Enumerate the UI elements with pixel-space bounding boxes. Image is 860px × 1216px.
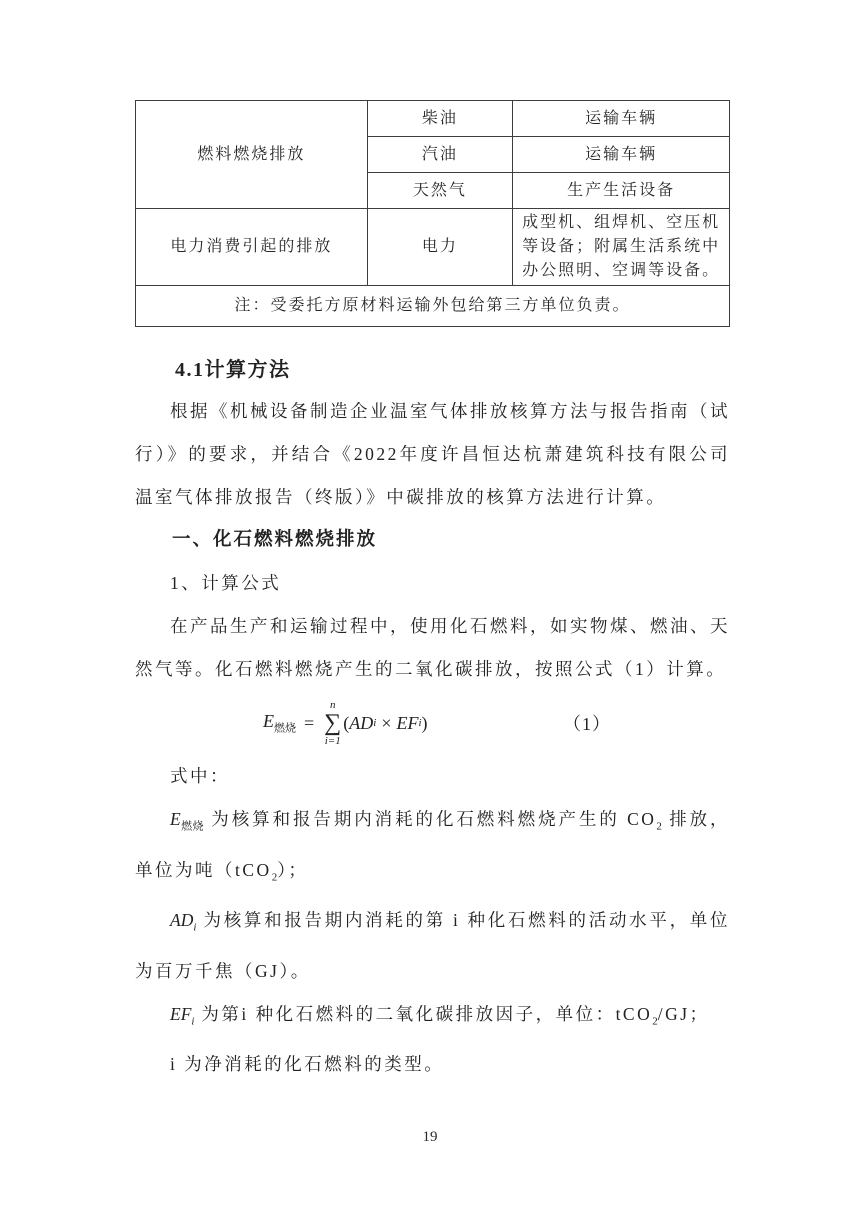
definition-ad: $AD_i$ 为核算和报告期内消耗的第 i 种化石燃料的活动水平，单位为百万千焦（GJ）。 bbox=[135, 910, 730, 981]
page-content bbox=[135, 100, 730, 1086]
formula-ad-term: AD bbox=[349, 712, 374, 733]
table-row-note bbox=[136, 286, 730, 327]
table-cell-gasoline-equipment: 运输车辆 bbox=[513, 137, 730, 173]
paragraph-where: 式中： bbox=[170, 766, 230, 786]
definition-ef: $EF_i$ 为第i 种化石燃料的二氧化碳排放因子，单位：tCO$_2$/GJ； bbox=[170, 1003, 710, 1027]
definition-e: $E_{燃烧}$ 为核算和报告期内消耗的化石燃料燃烧产生的 $CO_2$ 排放，单位为吨（tCO$_2$）； bbox=[135, 809, 731, 883]
table-row bbox=[136, 101, 730, 137]
table-row bbox=[136, 209, 730, 286]
paragraph-method-basis: 根据《机械设备制造企业温室气体排放核算方法与报告指南（试行）》的要求，并结合《2022年度许昌恒达杭萧建筑科技有限公司温室气体排放报告（终版）》中碳排放的核算方法进行计算。 bbox=[135, 401, 730, 507]
multiply-sign: × bbox=[381, 712, 392, 733]
close-paren: ) bbox=[421, 712, 428, 733]
equation-number: （1） bbox=[563, 714, 611, 734]
table-cell-natural-gas: 天然气 bbox=[367, 173, 513, 209]
formula-1: $E_{燃烧}$ = n ∑ i=1 ( AD i × EF i ) （1） bbox=[263, 698, 611, 747]
table-cell-electricity: 电力 bbox=[367, 209, 513, 286]
summation-symbol: n ∑ i=1 bbox=[324, 698, 342, 747]
page-number: 19 bbox=[422, 1129, 438, 1145]
definition-i: i 为净消耗的化石燃料的类型。 bbox=[170, 1054, 445, 1074]
subsection-heading-fossil-fuel: 一、化石燃料燃烧排放 bbox=[172, 530, 378, 550]
open-paren: ( bbox=[343, 712, 350, 733]
table-cell-electricity-category: 电力消费引起的排放 bbox=[136, 209, 368, 286]
table-cell-gasoline: 汽油 bbox=[367, 137, 513, 173]
paragraph-fuel-intro: 在产品生产和运输过程中，使用化石燃料，如实物煤、燃油、天然气等。化石燃料燃烧产生的二氧化碳排放，按照公式（1）计算。 bbox=[135, 616, 730, 679]
equals-sign: = bbox=[304, 712, 315, 733]
table-cell-electricity-equipment: 成型机、组焊机、空压机等设备；附属生活系统中办公照明、空调等设备。 bbox=[513, 209, 730, 286]
formula-e-term: $E_{燃烧}$ bbox=[263, 710, 296, 735]
table-cell-diesel: 柴油 bbox=[367, 101, 513, 137]
section-heading: 4.1计算方法 bbox=[175, 359, 291, 381]
emission-source-table bbox=[135, 100, 730, 327]
table-cell-diesel-equipment: 运输车辆 bbox=[513, 101, 730, 137]
table-cell-natural-gas-equipment: 生产生活设备 bbox=[513, 173, 730, 209]
table-cell-fuel-category: 燃料燃烧排放 bbox=[136, 101, 368, 209]
formula-ef-term: EF bbox=[396, 712, 419, 733]
table-note: 注：受委托方原材料运输外包给第三方单位负责。 bbox=[136, 286, 730, 327]
list-item-formula-heading: 1、计算公式 bbox=[170, 573, 282, 593]
